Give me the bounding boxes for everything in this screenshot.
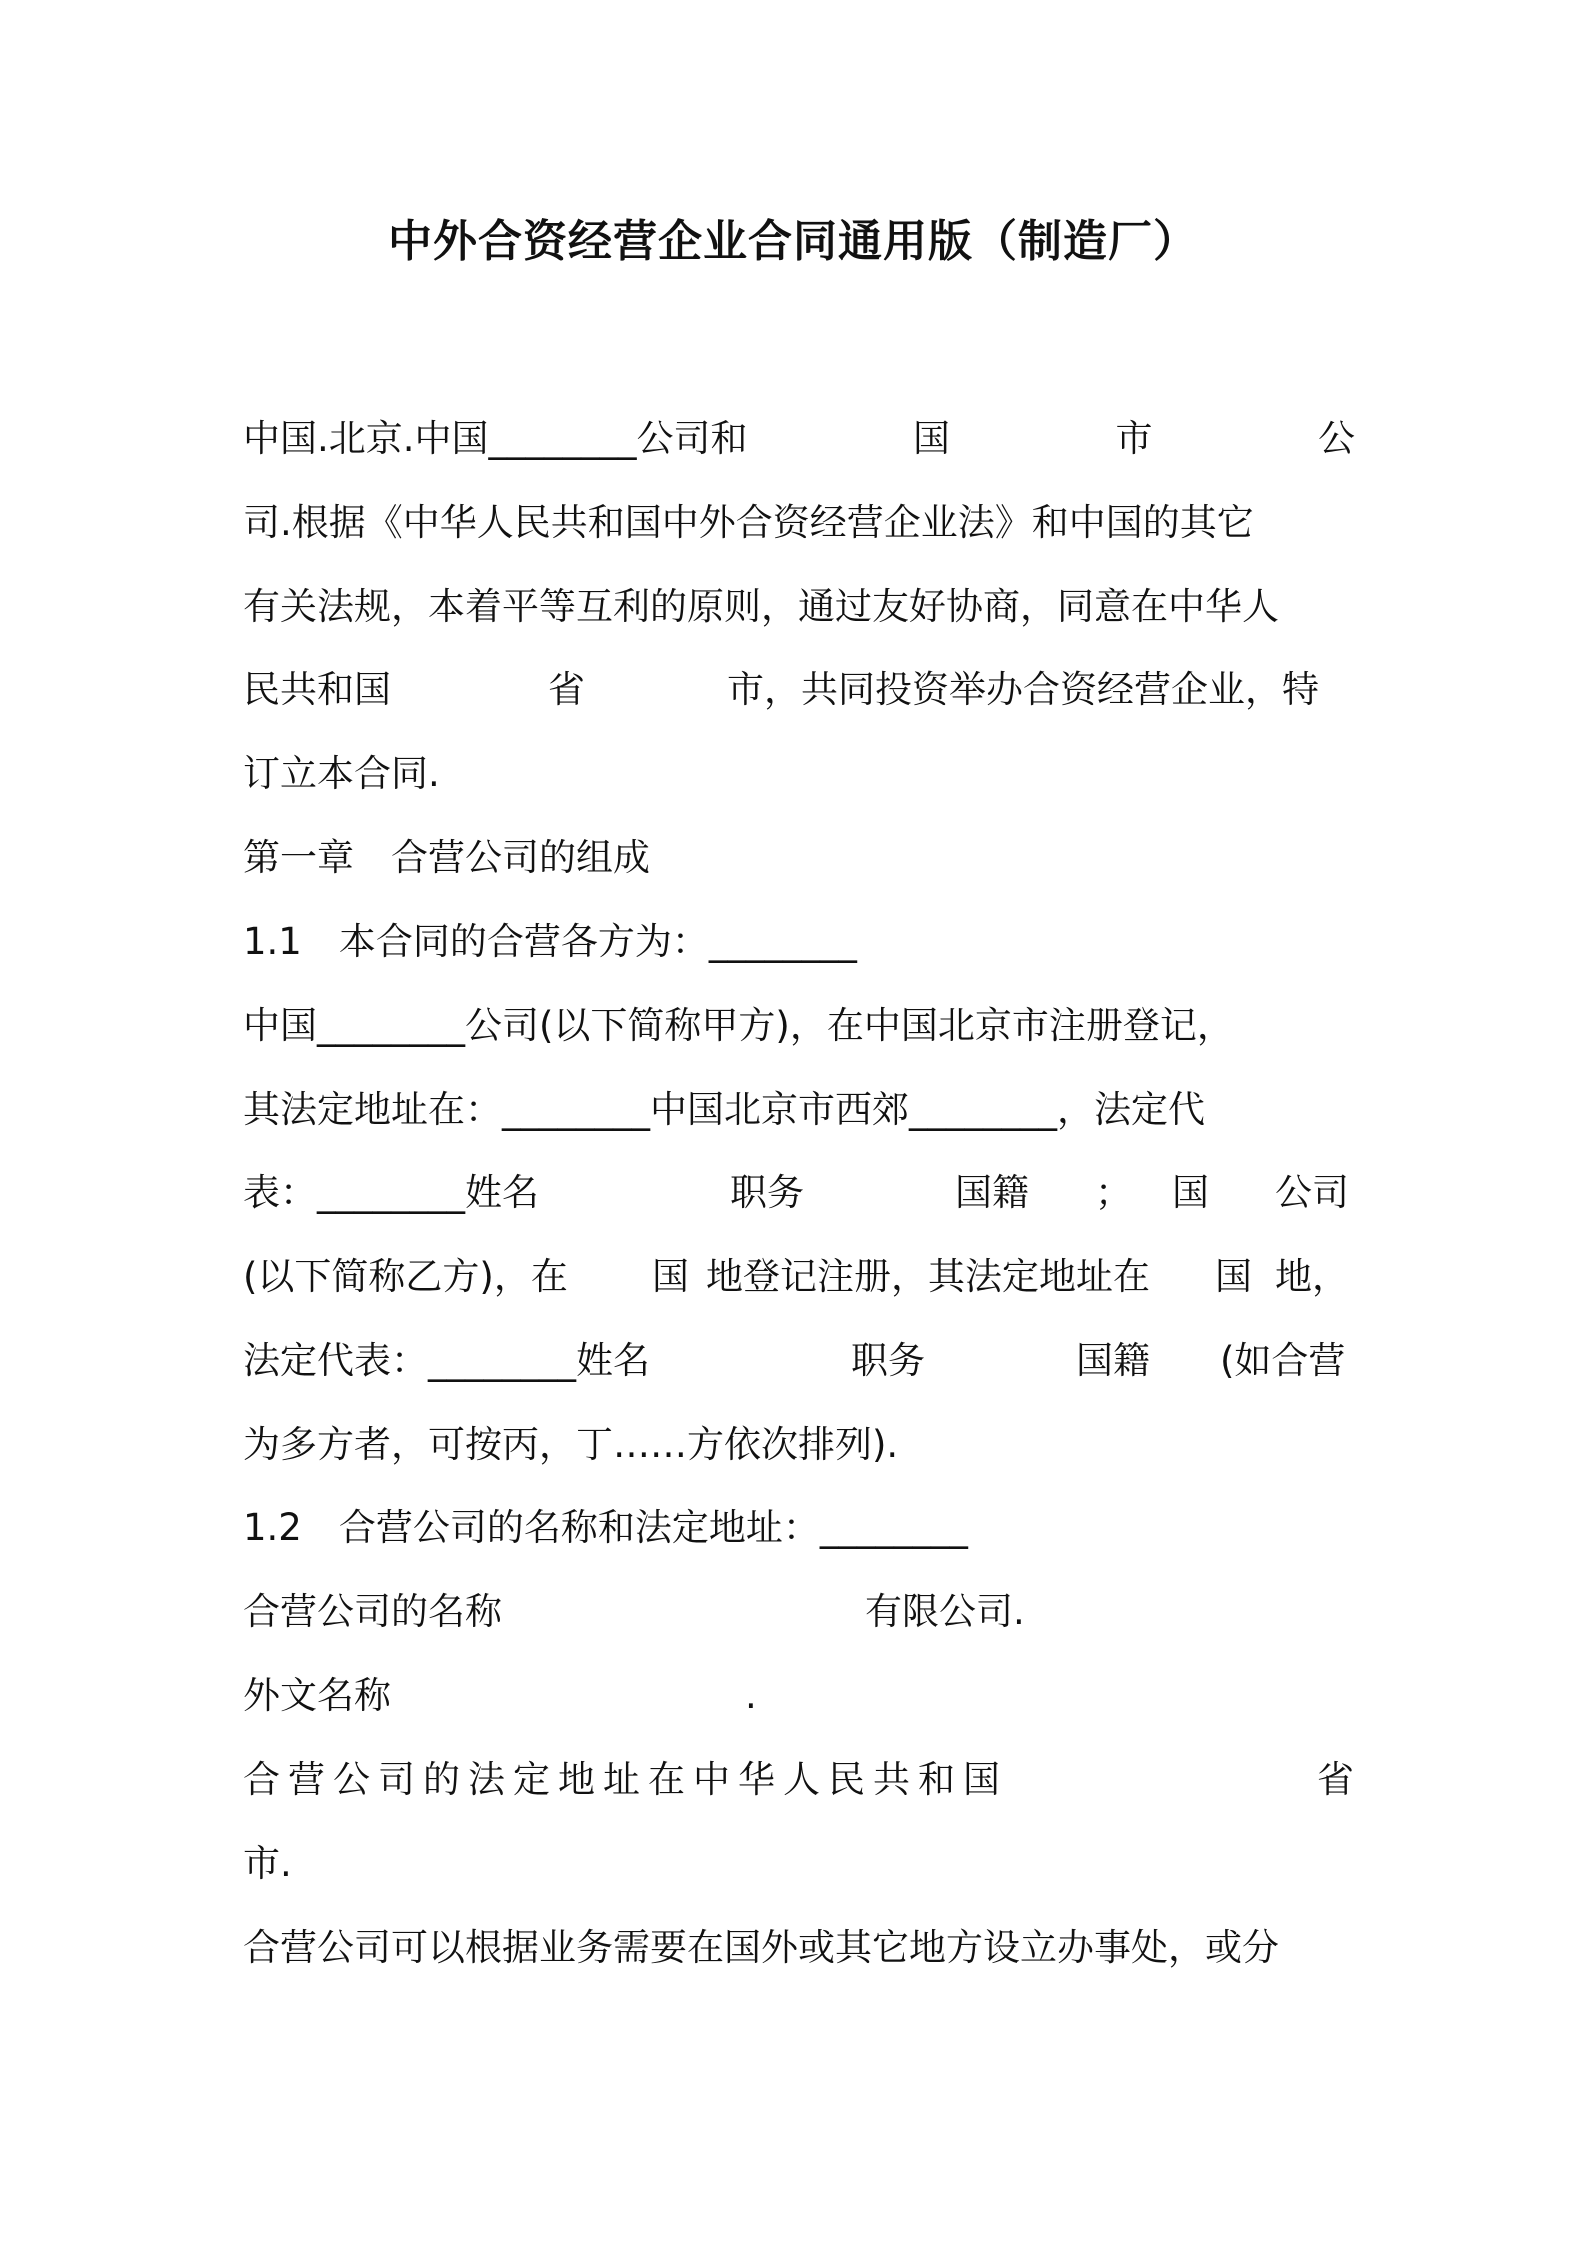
text-segment: 职务 xyxy=(851,1339,925,1382)
text-segment: 国 xyxy=(1172,1171,1209,1214)
text-segment: 合营公司的名称 xyxy=(243,1590,502,1633)
preamble-line-3: 有关法规，本着平等互利的原则，通过友好协商，同意在中华人 xyxy=(243,585,1279,628)
text-segment: 民共和国 xyxy=(243,668,391,711)
text-segment: 表：________姓名 xyxy=(243,1171,539,1214)
text-segment: 省 xyxy=(548,668,585,711)
text-segment: 国籍 xyxy=(955,1171,1029,1214)
text-segment: 外文名称 xyxy=(243,1674,391,1717)
text-segment: 国 xyxy=(913,417,951,460)
text-segment: 法定代表：________姓名 xyxy=(243,1339,650,1382)
clause-1-2-line-6: 合营公司可以根据业务需要在国外或其它地方设立办事处，或分 xyxy=(243,1926,1279,1969)
preamble-line-5: 订立本合同. xyxy=(243,752,440,795)
clause-1-2-line-1: 1.2 合营公司的名称和法定地址：________ xyxy=(243,1506,968,1549)
text-segment: 市，共同投资举办合资经营企业，特 xyxy=(727,668,1319,711)
text-segment: 公 xyxy=(1317,417,1355,460)
text-segment: (以下简称乙方)，在 xyxy=(243,1255,568,1298)
text-segment: 国 xyxy=(1215,1255,1252,1298)
document-title: 中外合资经营企业合同通用版（制造厂） xyxy=(388,216,1198,267)
text-segment: 国 xyxy=(652,1255,689,1298)
chapter-heading: 第一章 合营公司的组成 xyxy=(243,836,650,879)
text-segment: 市 xyxy=(1115,417,1153,460)
text-segment: 中国.北京.中国________公司和 xyxy=(243,417,748,460)
preamble-line-1 xyxy=(243,413,1355,465)
clause-1-1-line-2: 中国________公司(以下简称甲方)，在中国北京市注册登记， xyxy=(243,1004,1234,1047)
text-segment: 国籍 xyxy=(1076,1339,1150,1382)
text-segment: 公司 xyxy=(1275,1171,1349,1214)
text-segment: . xyxy=(745,1674,757,1717)
preamble-line-2: 司.根据《中华人民共和国中外合资经营企业法》和中国的其它 xyxy=(243,501,1254,544)
text-segment: 地登记注册，其法定地址在 xyxy=(706,1255,1150,1298)
text-segment: 有限公司. xyxy=(865,1590,1025,1633)
text-segment: ； xyxy=(1095,1171,1132,1214)
text-segment: 职务 xyxy=(730,1171,804,1214)
text-segment: (如合营 xyxy=(1220,1339,1346,1382)
text-segment: 省 xyxy=(1317,1758,1354,1801)
clause-1-1-line-7: 为多方者，可按丙，丁……方依次排列). xyxy=(243,1423,899,1466)
clause-1-2-line-5: 市. xyxy=(243,1842,292,1885)
clause-1-1-line-3: 其法定地址在：________中国北京市西郊________，法定代 xyxy=(243,1088,1205,1131)
clause-1-1-line-1: 1.1 本合同的合营各方为：________ xyxy=(243,920,857,963)
text-segment: 地， xyxy=(1275,1255,1349,1298)
text-segment: 合营公司的法定地址在中华人民共和国 xyxy=(243,1758,1008,1801)
